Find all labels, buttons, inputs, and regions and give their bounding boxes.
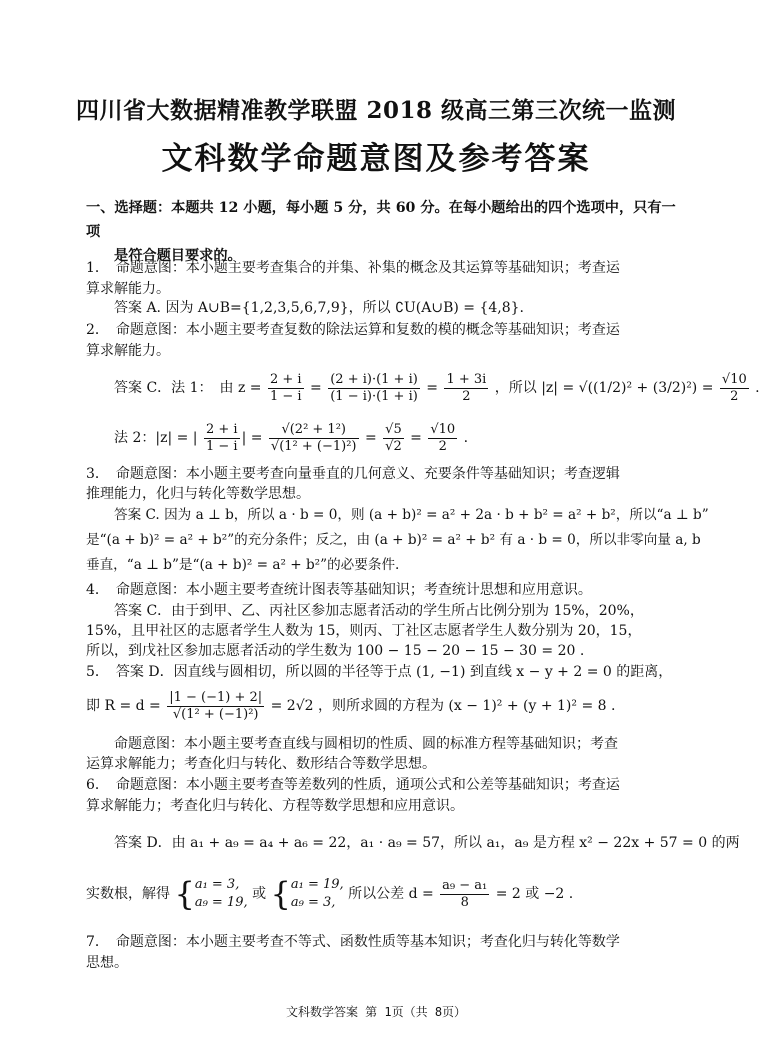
q6-system2: a₁ = 19, a₉ = 3, [290,877,344,910]
q7-intent-line1: 7． 命题意图：本小题主要考查不等式、函数性质等基本知识；考查化归与转化等数学 [86,934,620,950]
q5-intent-line1: 命题意图：本小题主要考查直线与圆相切的性质、圆的标准方程等基础知识；考查 [114,736,618,752]
q2-m2-fraction-3: $\frac{√5}{√2}$ [385,421,402,454]
q5-intent-line2: 运算求解能力；考查化归与转化、数形结合等数学思想。 [86,756,436,772]
page-title-line1: 四川省大数据精准教学联盟 2018 级高三第三次统一监测 [75,97,677,124]
q2-m2-fraction-4: $\frac{√10}{2}$ [430,421,456,454]
q2-m1-prefix: 答案 C．法 1： 由 z = [114,380,262,396]
q2-method1: 答案 C．法 1： 由 z = $\frac{2 + i}{1 - i}$ = $\frac{(2 + i)\cdot(1 + i)}{(1 - i)\cdot(1 + i)}$ = $\frac{1 + 3i}{2}$ ，所以 |z| = √((1/2)² + (3/2)²) = $\frac{√10}{2}$ . [114,371,760,404]
q2-intent-line2: 算求解能力。 [86,343,170,359]
q7-intent-line2: 思想。 [86,955,128,971]
q5-answer-line2 [86,686,615,726]
section-heading-line2: 是符合题目要求的。 [114,248,242,264]
q2-m1-mid: ，所以 |z| = √((1/2)² + (3/2)²) = [494,380,714,396]
q5-ans2-suffix: = 2√2 ，则所求圆的方程为 (x − 1)² + (y + 1)² = 8 . [270,698,616,714]
q1-intent-line2: 算求解能力。 [86,281,170,297]
q4-answer-line3: 所以，到戊社区参加志愿者活动的学生数为 100 − 15 − 20 − 15 − 30 = 20 . [86,643,585,659]
q6-intent-line2: 算求解能力；考查化归与转化、方程等数学思想和应用意识。 [86,798,464,814]
q2-m1-fraction-2: $\frac{(2 + i)\cdot(1 + i)}{(1 - i)\cdot(1 + i)}$ [330,371,418,404]
page-title-line2: 文科数学命题意图及参考答案 [161,141,591,177]
q1-intent-line1: 1． 命题意图：本小题主要考查集合的并集、补集的概念及其运算等基础知识；考查运 [86,260,620,276]
section-heading-line1: 一、选择题：本题共 12 小题，每小题 5 分，共 60 分。在每小题给出的四个选项中，只有一项 [86,200,676,240]
q3-intent-line2: 推理能力，化归与转化等数学思想。 [86,486,310,502]
q4-intent: 4． 命题意图：本小题主要考查统计图表等基础知识；考查统计思想和应用意识。 [86,582,592,598]
q6-difference-fraction: $\frac{\text{a₉ − a₁}}{8}$ [442,877,488,910]
q2-m1-fraction-1: $\frac{2 + i}{1 - i}$ [269,371,302,404]
q4-answer-line2: 15%，且甲社区的志愿者学生人数为 15，则丙、丁社区志愿者学生人数分别为 20，15， [86,623,642,639]
q2-m2-prefix: 法 2：|z| = | [114,430,198,446]
q6-intent-line1: 6． 命题意图：本小题主要考查等差数列的性质，通项公式和公差等基础知识；考查运 [86,777,620,793]
q2-intent-line1: 2． 命题意图：本小题主要考查复数的除法运算和复数的模的概念等基础知识；考查运 [86,322,620,338]
q5-distance-fraction: $\frac{|1 - (-1) + 2|}{\text{√(1² + (−1)²)}}$ [169,689,263,722]
q6-answer-line2 [86,872,573,916]
q6-ans2-prefix: 实数根，解得 [86,886,170,902]
q6-or: 或 [252,886,267,902]
q6-ans2-suffix: = 2 或 −2 . [495,886,574,902]
q3-answer-line3: 垂直，“a ⊥ b”是“(a + b)² = a² + b²”的必要条件. [86,557,400,573]
q6-ans2-mid: 所以公差 d = [348,886,434,902]
q6-system2-brace: { [270,875,291,913]
q6-answer-line1: 答案 D．由 a₁ + a₉ = a₄ + a₆ = 22，a₁ · a₉ = 57，所以 a₁，a₉ 是方程 x² − 22x + 57 = 0 的两 [114,835,740,851]
q4-answer-line1: 答案 C．由于到甲、乙、丙社区参加志愿者活动的学生所占比例分别为 15%，20%， [114,603,644,619]
q3-answer-line2: 是“(a + b)² = a² + b²”的充分条件；反之，由 (a + b)² = a² + b² 有 a · b = 0，所以非零向量 a, b [86,532,701,548]
q3-answer-line1: 答案 C. 因为 a ⊥ b，所以 a · b = 0，则 (a + b)² = a² + 2a · b + b² = a² + b²，所以“a ⊥ b” [114,507,709,523]
q6-system1: a₁ = 3, a₉ = 19, [194,877,248,910]
q5-answer-line1: 5． 答案 D．因直线与圆相切，所以圆的半径等于点 (1, −1) 到直线 x − y + 2 = 0 的距离， [86,664,673,680]
page-footer: 文科数学答案 第 1页（共 8页） [285,1005,467,1019]
q1-answer: 答案 A. 因为 A∪B={1,2,3,5,6,7,9}，所以 ∁U(A∪B) = {4,8}. [114,300,525,316]
q5-ans2-prefix: 即 R = d = [86,698,161,714]
q2-method2: 法 2：|z| = | $\frac{2 + i}{1 - i}$ | = $\frac{\text{√(2² + 1²)}}{\text{√(1² + (−1)²)}}$ = $\frac{√5}{√2}$ = $\frac{√10}{2}$ . [114,421,469,454]
q2-m1-fraction-3: $\frac{1 + 3i}{2}$ [446,371,487,404]
q2-m1-fraction-4: $\frac{√10}{2}$ [721,371,747,404]
q2-m2-fraction-1: $\frac{2 + i}{1 - i}$ [205,421,238,454]
q6-system1-brace: { [174,875,195,913]
q2-m2-fraction-2: $\frac{\text{√(2² + 1²)}}{\text{√(1² + (−1)²)}}$ [270,421,357,454]
q3-intent-line1: 3． 命题意图：本小题主要考查向量垂直的几何意义、充要条件等基础知识；考查逻辑 [86,466,620,482]
